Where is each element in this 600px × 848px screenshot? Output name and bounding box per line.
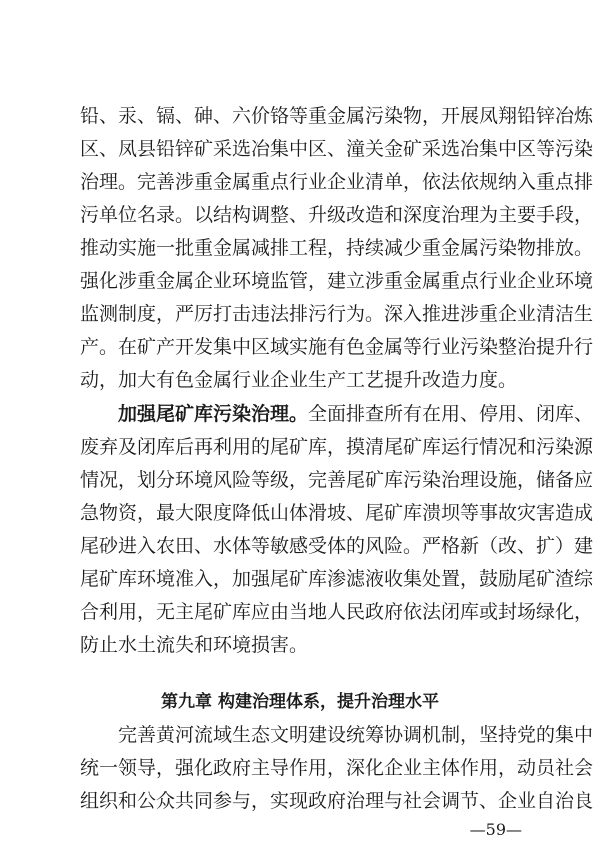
page-number: —59— [469,820,522,839]
text-line [118,402,594,426]
text-line: 治理。完善涉重金属重点行业企业清单，依法依规纳入重点排 [80,171,594,193]
text-line: 推动实施一批重金属减排工程，持续减少重金属污染物排放。 [80,237,594,259]
text-line: 组织和公众共同参与，实现政府治理与社会调节、企业自治良 [80,790,594,812]
text-line: 污单位名录。以结构调整、升级改造和深度治理为主要手段， [80,204,594,226]
text-line: 急物资，最大限度降低山体滑坡、尾矿库溃坝等事故灾害造成 [80,502,594,524]
text-line: 统一领导，强化政府主导作用，深化企业主体作用，动员社会 [80,757,594,779]
text-line: 铅、汞、镉、砷、六价铬等重金属污染物，开展凤翔铅锌冶炼 [80,105,594,127]
text-line: 尾矿库环境准入，加强尾矿库渗滤液收集处置，鼓励尾矿渣综 [80,568,594,590]
paragraph-heading: 加强尾矿库污染治理。 [118,403,309,425]
text-line: 合利用，无主尾矿库应由当地人民政府依法闭库或封场绿化， [80,601,594,623]
text-line: 废弃及闭库后再利用的尾矿库，摸清尾矿库运行情况和污染源 [80,436,594,458]
text-line: 区、凤县铅锌矿采选冶集中区、潼关金矿采选冶集中区等污染 [80,138,594,160]
text-line: 尾砂进入农田、水体等敏感受体的风险。严格新（改、扩）建 [80,535,594,557]
text-line: 强化涉重金属企业环境监管，建立涉重金属重点行业企业环境 [80,270,594,292]
text-line: 监测制度，严厉打击违法排污行为。深入推进涉重企业清洁生 [80,303,594,325]
text-line: 完善黄河流域生态文明建设统筹协调机制，坚持党的集中 [118,724,594,746]
text-line: 防止水土流失和环境损害。 [80,634,309,656]
text-line: 情况，划分环境风险等级，完善尾矿库污染治理设施，储备应 [80,469,594,491]
paragraph-text: 全面排查所有在用、停用、闭库、 [308,403,594,425]
text-line: 动，加大有色金属行业企业生产工艺提升改造力度。 [80,369,518,391]
text-line: 产。在矿产开发集中区域实施有色金属等行业污染整治提升行 [80,336,594,358]
chapter-title: 第九章 构建治理体系，提升治理水平 [161,692,439,712]
